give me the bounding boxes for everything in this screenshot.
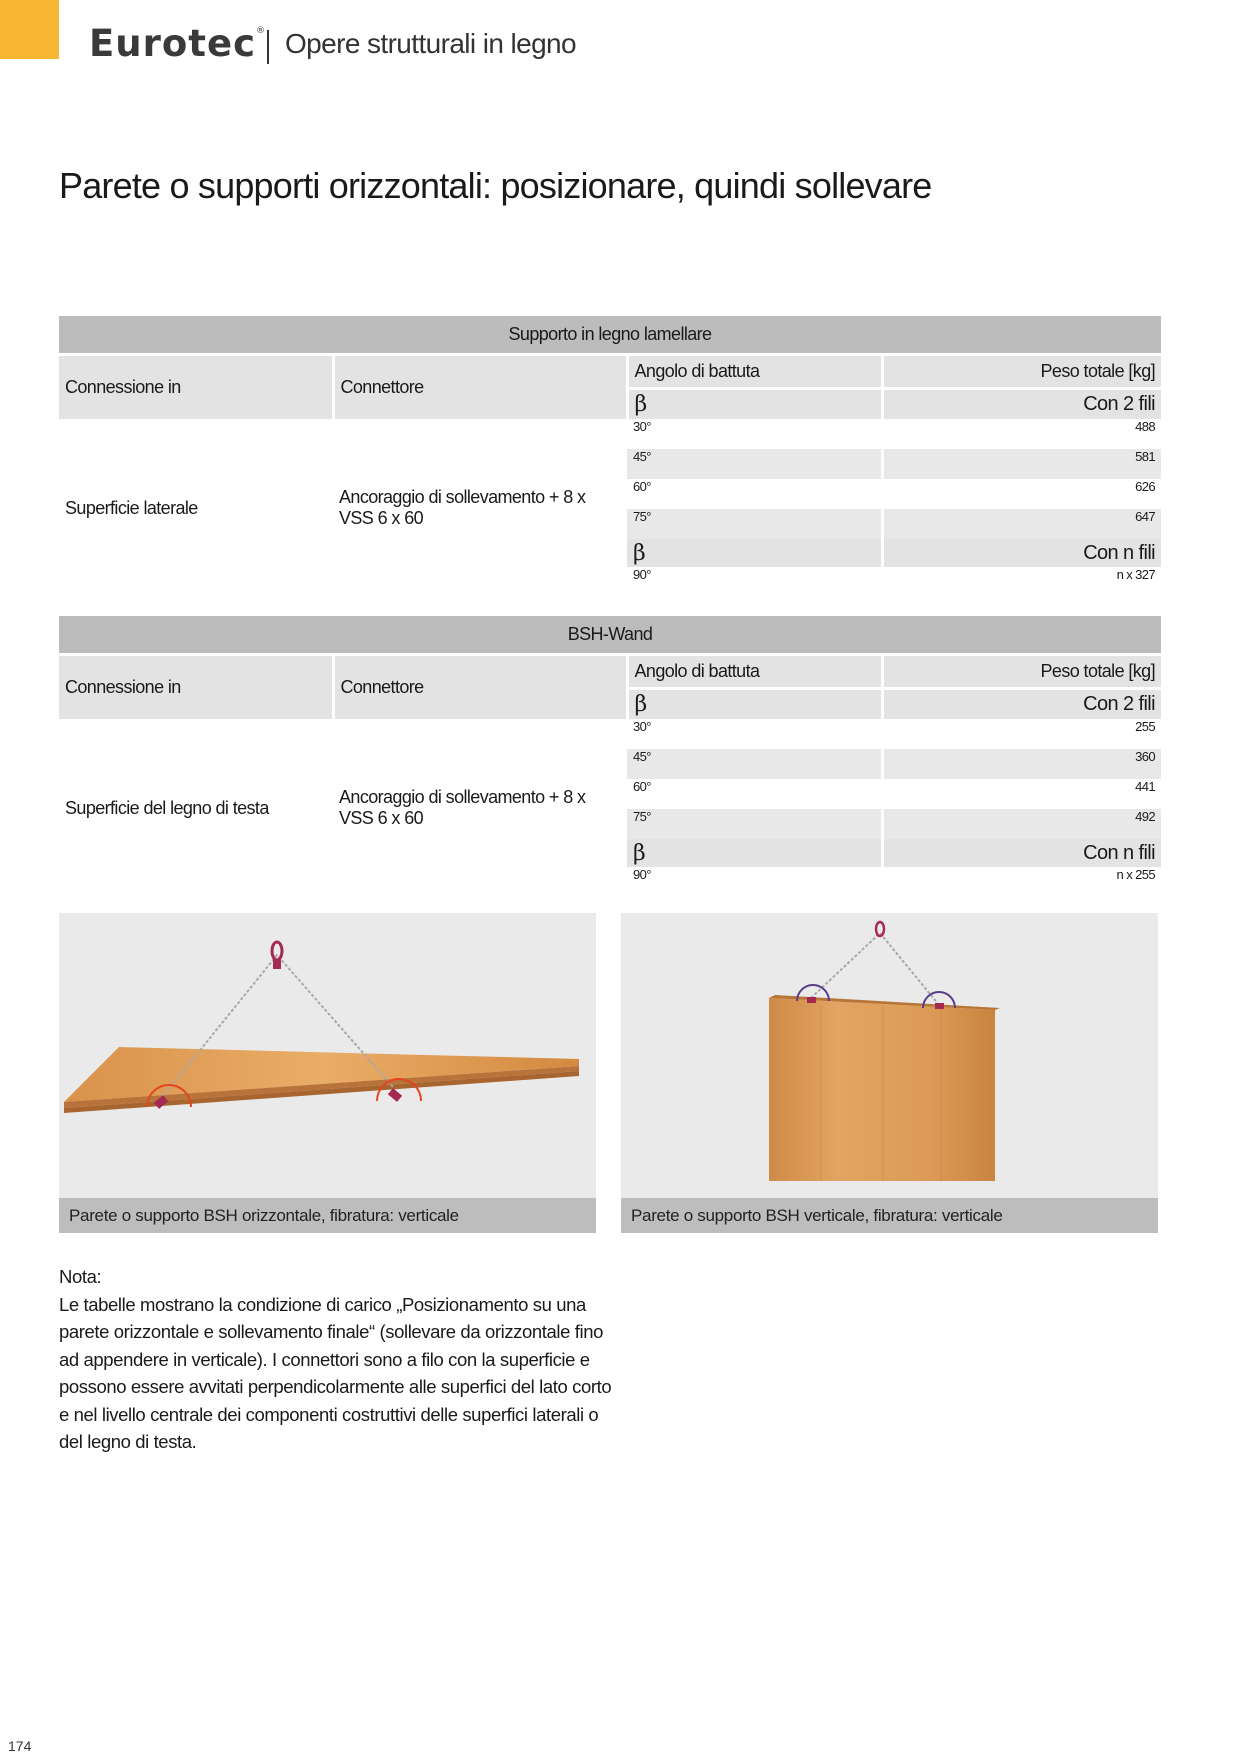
table-caption: BSH-Wand	[59, 616, 1161, 655]
page-title: Parete o supporti orizzontali: posizionare, quindi sollevare	[59, 165, 932, 206]
angle-cell: 45°	[627, 749, 882, 779]
angle-cell: 60°	[627, 479, 882, 509]
header-divider	[267, 30, 269, 64]
note-text: Le tabelle mostrano la condizione di carico „Posizionamento su una parete orizzontale e sollevamento finale“ (sollevare da orizzontale fino ad appendere in verticale). I connettori sono a filo con la superficie e possono essere avvitati perpendicolarmente alle superfici del lato corto e nel livello centrale dei componenti costruttivi delle superfici laterali o del legno di testa.	[59, 1293, 612, 1452]
vertical-panel-illustration	[621, 913, 1158, 1198]
table-bsh-wall	[59, 616, 1161, 897]
note-block	[59, 1263, 619, 1456]
connector-cell: Ancoraggio di sollevamento + 8 x VSS 6 x 60	[339, 487, 586, 528]
figure-caption: Parete o supporto BSH verticale, fibratura: verticale	[621, 1198, 1158, 1233]
angle-cell: 90°	[627, 567, 882, 597]
brand-logo: Eurotec®	[89, 22, 266, 65]
col-header-angle: Angolo di battuta	[627, 655, 882, 689]
angle-cell: 90°	[627, 867, 882, 897]
connector-cell: Ancoraggio di sollevamento + 8 x VSS 6 x 60	[339, 787, 586, 828]
col-header-weight: Peso totale [kg]	[882, 355, 1161, 389]
header-subtitle: Opere strutturali in legno	[285, 28, 577, 59]
weight-cell: 492	[882, 809, 1161, 839]
figure-horizontal-panel	[59, 913, 596, 1233]
weight-cell: n x 255	[1116, 867, 1155, 882]
weight-cell: 626	[1135, 479, 1156, 494]
table-row	[59, 719, 1161, 749]
beta-symbol: β	[627, 689, 882, 719]
col-header-angle: Angolo di battuta	[627, 355, 882, 389]
col-header-connector: Connettore	[333, 355, 627, 420]
angle-cell: 60°	[627, 779, 882, 809]
note-title: Nota:	[59, 1266, 102, 1287]
figure-caption: Parete o supporto BSH orizzontale, fibratura: verticale	[59, 1198, 596, 1233]
connection-cell: Superficie laterale	[65, 497, 198, 518]
col-header-connection: Connessione in	[59, 655, 333, 720]
angle-cell: 75°	[627, 509, 882, 539]
header-n-wires: Con n fili	[882, 839, 1161, 867]
table-glulam-beam	[59, 316, 1161, 597]
weight-cell: 441	[1135, 779, 1155, 794]
beta-symbol: β	[627, 839, 882, 867]
weight-cell: 255	[1135, 719, 1155, 734]
beta-symbol: β	[627, 539, 882, 567]
weight-cell: 360	[882, 749, 1161, 779]
connection-cell: Superficie del legno di testa	[65, 797, 269, 818]
header-two-wires: Con 2 fili	[882, 389, 1161, 419]
table-row	[59, 419, 1161, 449]
weight-cell: 488	[1135, 419, 1156, 434]
angle-cell: 75°	[627, 809, 882, 839]
weight-cell: n x 327	[1116, 567, 1156, 582]
angle-cell: 30°	[627, 719, 882, 749]
col-header-connection: Connessione in	[59, 355, 333, 420]
angle-cell: 45°	[627, 449, 882, 479]
horizontal-panel-illustration	[59, 913, 596, 1198]
figure-vertical-panel	[621, 913, 1158, 1233]
header-n-wires: Con n fili	[882, 539, 1161, 567]
table-caption: Supporto in legno lamellare	[59, 316, 1161, 355]
weight-cell: 581	[882, 449, 1161, 479]
page-number: 174	[8, 1738, 32, 1754]
angle-cell: 30°	[627, 419, 882, 449]
beta-symbol: β	[627, 389, 882, 419]
header-two-wires: Con 2 fili	[882, 689, 1161, 719]
col-header-connector: Connettore	[333, 655, 627, 720]
weight-cell: 647	[882, 509, 1161, 539]
col-header-weight: Peso totale [kg]	[882, 655, 1161, 689]
accent-corner	[0, 0, 59, 59]
